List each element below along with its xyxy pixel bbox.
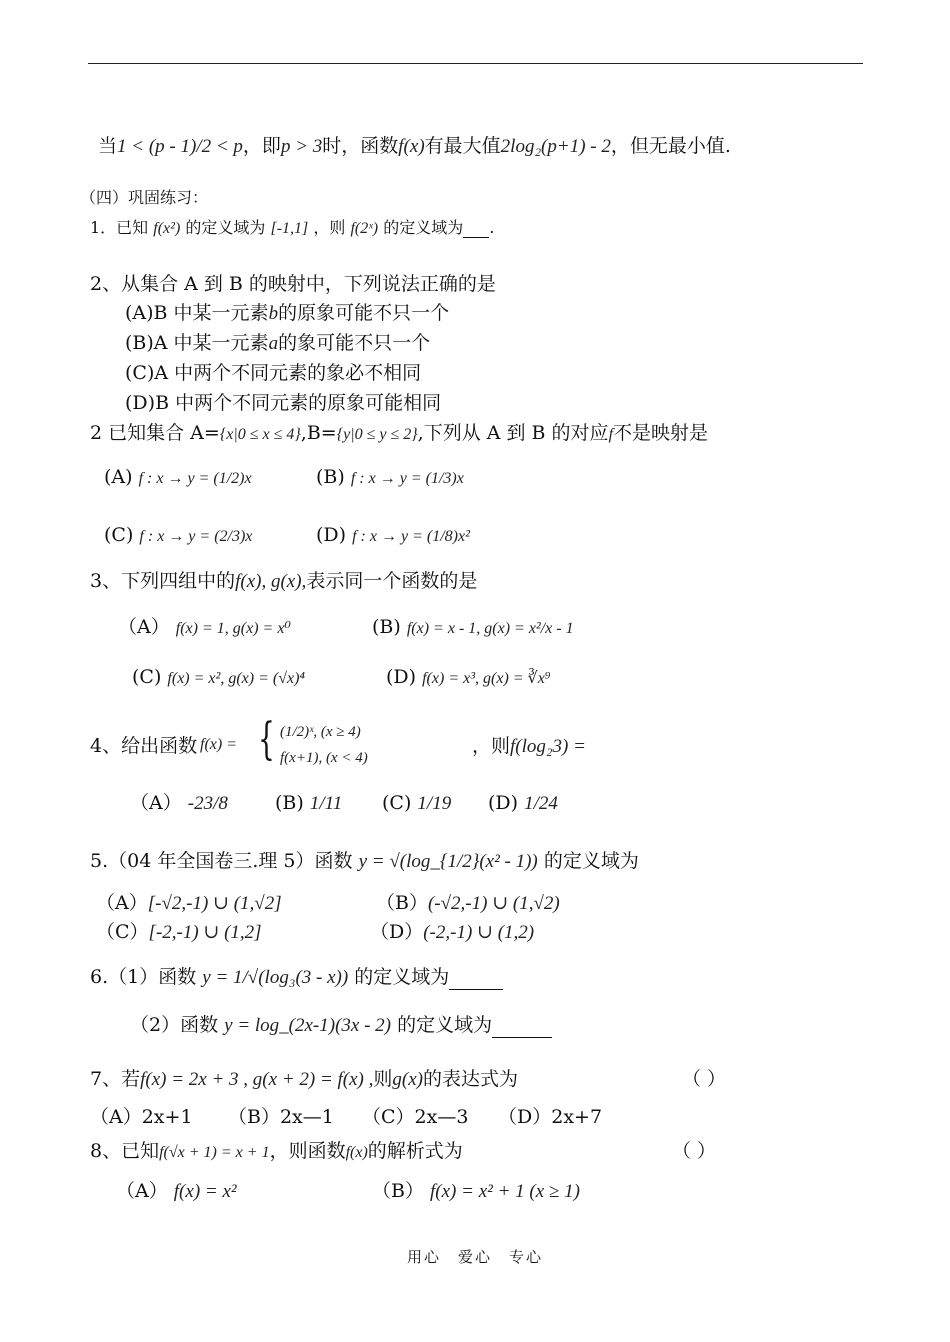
question-3 [90, 570, 477, 594]
intro-mid2: 时，函数 [322, 135, 399, 157]
question-7 [90, 1068, 518, 1092]
q5-option-c [96, 921, 262, 945]
q6-part2-answer-blank[interactable] [492, 1019, 552, 1038]
q2-option-a-label: (A) [125, 302, 154, 324]
intro-prefix: 当 [98, 135, 118, 157]
q8-answer-paren[interactable]: （ ） [672, 1140, 717, 1162]
q2-option-b-label: (B) [125, 332, 154, 354]
q8-option-b-math: f(x) = x² + 1 (x ≥ 1) [430, 1181, 580, 1202]
q8-option-b-label: （B） [372, 1180, 424, 1202]
q6-part1-prefix: 6.（1）函数 [90, 966, 197, 988]
q5-option-c-math: [-2,-1) ∪ (1,2] [148, 922, 262, 943]
q6-part1-answer-blank[interactable] [449, 971, 503, 990]
q2-option-a-tail: 的原象可能不只一个 [278, 302, 450, 324]
q2b-option-a [104, 466, 252, 489]
q3-option-a-label: （A） [118, 616, 170, 638]
q1-mid2: ，则 [313, 218, 346, 237]
q2-option-d [125, 392, 441, 415]
q8-mid: ，则函数 [269, 1140, 346, 1162]
q4-option-b [275, 792, 342, 816]
question-2b [90, 422, 708, 445]
q2b-f: f [608, 426, 614, 443]
q7-answer-paren[interactable]: （ ） [682, 1068, 727, 1090]
q2b-option-c-math: f : x → y = (2/3)x [139, 528, 253, 545]
q7-math: f(x) = 2x + 3 , g(x + 2) = f(x) , [140, 1069, 374, 1090]
q5-prefix: 5.（04 年全国卷三.理 5）函数 [90, 850, 353, 872]
q4-func-label: f(x) = [200, 736, 237, 753]
intro-condition2-math: p > 3 [280, 136, 323, 157]
q3-option-b-label: (B) [372, 616, 401, 638]
q4-option-b-math: 1/11 [309, 793, 343, 814]
q8-option-a-math: f(x) = x² [173, 1181, 237, 1202]
q8-fx: f(x) [345, 1144, 368, 1161]
q3-option-b-math: f(x) = x - 1, g(x) = x²/x - 1 [406, 620, 574, 637]
q4-brace: { [258, 714, 275, 765]
q6-part2-suffix: 的定义域为 [397, 1014, 493, 1036]
q5-suffix: 的定义域为 [543, 850, 639, 872]
q4-option-c-math: 1/19 [417, 793, 452, 814]
q2-option-a [125, 302, 449, 326]
q8-prefix: 8、已知 [90, 1140, 160, 1162]
q7-option-d: （D）2x+7 [498, 1106, 603, 1128]
q4-piece-1: (1/2)ˣ, (x ≥ 4) [280, 724, 361, 740]
q4-option-b-label: (B) [275, 792, 304, 814]
q4-option-c-label: (C) [382, 792, 412, 814]
q4-prefix: 4、给出函数 [90, 735, 198, 757]
q2-option-c-text: A 中两个不同元素的象必不相同 [154, 362, 422, 384]
q2b-end: 不是映射是 [613, 422, 709, 444]
q1-mid: 的定义域为 [185, 218, 266, 237]
q2b-set-b-math: {y|0 ≤ y ≤ 2} [336, 426, 418, 443]
q8-suffix: 的解析式为 [367, 1140, 463, 1162]
q8-option-a [116, 1180, 237, 1204]
question-5 [90, 850, 639, 874]
q2-option-d-label: (D) [125, 392, 156, 414]
q2-option-b [125, 332, 430, 356]
q5-option-c-label: （C） [96, 921, 149, 943]
intro-func-math: f(x) [398, 136, 425, 157]
q7-mid: 则 [373, 1068, 393, 1090]
q8-math: f(√x + 1) = x + 1 [159, 1144, 270, 1161]
intro-condition-math: 1 < (p - 1)/2 < p [117, 136, 243, 157]
q5-option-a-label: （A） [96, 892, 148, 914]
q3-option-a [118, 616, 291, 639]
q6-part1-math: y = 1/√(log₃(3 - x)) [202, 967, 349, 988]
q2b-option-a-math: f : x → y = (1/2)x [138, 470, 252, 487]
q7-suffix: 的表达式为 [423, 1068, 519, 1090]
q2-option-c [125, 362, 421, 385]
q2-option-b-tail: 的象可能不只一个 [278, 332, 431, 354]
q6-part2-prefix: （2）函数 [130, 1014, 219, 1036]
q5-option-b [376, 892, 560, 916]
q2b-option-c [104, 524, 252, 547]
q4-mid: ，则 [472, 735, 511, 757]
q3-option-a-math: f(x) = 1, g(x) = x⁰ [175, 620, 291, 637]
q3-option-c-label: (C) [132, 666, 162, 688]
q5-option-b-label: （B） [376, 892, 428, 914]
question-8 [90, 1140, 463, 1163]
q2b-option-b-label: (B) [316, 466, 345, 488]
q1-interval-math: [-1,1] [270, 220, 309, 237]
header-rule [88, 63, 863, 64]
q2-option-a-text: B 中某一元素 [153, 302, 269, 324]
q1-end: . [489, 218, 495, 237]
q4-piece-2: f(x+1), (x < 4) [280, 750, 368, 766]
intro-mid: ，即 [242, 135, 281, 157]
q6-part-1 [90, 966, 503, 990]
q2b-prefix: 2 已知集合 A= [90, 422, 220, 444]
q3-option-d [386, 666, 550, 689]
q2b-option-b-math: f : x → y = (1/3)x [350, 470, 464, 487]
q3-option-c [132, 666, 305, 689]
q3-option-d-math: f(x) = x³, g(x) = ∛x⁹ [422, 670, 551, 687]
q2b-option-a-label: (A) [104, 466, 133, 488]
q4-option-a-math: -23/8 [187, 793, 228, 814]
q5-option-b-math: (-√2,-1) ∪ (1,√2) [427, 893, 560, 914]
q3-math: f(x), g(x), [235, 571, 307, 592]
q4-option-a-label: （A） [130, 792, 182, 814]
q2-option-c-label: (C) [125, 362, 155, 384]
q2b-suffix: ,下列从 A 到 B 的对应 [417, 422, 609, 444]
intro-line [98, 135, 731, 159]
q5-option-d-label: （D） [370, 921, 424, 943]
q2b-option-d-label: (D) [316, 524, 347, 546]
q4-option-a [130, 792, 228, 816]
q7-g: g(x) [392, 1069, 423, 1090]
q2b-option-c-label: (C) [104, 524, 134, 546]
q4-option-d-label: (D) [488, 792, 519, 814]
q3-option-c-math: f(x) = x², g(x) = (√x)⁴ [167, 670, 305, 687]
q4-option-c [382, 792, 451, 816]
q1-f1-math: f(x²) [153, 220, 181, 237]
q4-ask-math: f(log₂3) = [510, 736, 586, 757]
q7-option-b: （B）2x—1 [228, 1106, 334, 1128]
q5-option-a-math: [-√2,-1) ∪ (1,√2] [147, 893, 282, 914]
q1-suffix: 的定义域为 [383, 218, 464, 237]
intro-suffix: ，但无最小值. [610, 135, 731, 157]
q3-suffix: 表示同一个函数的是 [306, 570, 478, 592]
page-footer: 用心 爱心 专心 [406, 1248, 543, 1266]
q5-option-d-math: (-2,-1) ∪ (1,2) [423, 922, 535, 943]
q2-option-d-text: B 中两个不同元素的原象可能相同 [155, 392, 442, 414]
q3-option-d-label: (D) [386, 666, 417, 688]
q7-prefix: 7、若 [90, 1068, 141, 1090]
q2b-option-d-math: f : x → y = (1/8)x² [352, 528, 470, 545]
q6-part1-suffix: 的定义域为 [354, 966, 450, 988]
q8-option-b [372, 1180, 580, 1204]
q6-part-2 [130, 1014, 552, 1038]
q8-option-a-label: （A） [116, 1180, 168, 1202]
q5-option-d [370, 921, 534, 945]
q4-option-d-math: 1/24 [524, 793, 558, 814]
q7-option-a: （A）2x+1 [90, 1106, 193, 1128]
question-2-stem: 2、从集合 A 到 B 的映射中，下列说法正确的是 [90, 273, 496, 295]
q2b-set-a-math: {x|0 ≤ x ≤ 4} [219, 426, 301, 443]
q3-option-b [372, 616, 574, 639]
q1-answer-blank[interactable] [463, 219, 489, 238]
q2-option-b-var: a [268, 333, 279, 354]
q1-prefix: 1．已知 [90, 218, 149, 237]
section-title: （四）巩固练习： [80, 188, 209, 207]
question-1 [90, 218, 494, 238]
q2b-option-b [316, 466, 464, 489]
q4-option-d [488, 792, 558, 816]
q6-part2-math: y = log_(2x-1)(3x - 2) [224, 1015, 392, 1036]
q1-f2-math: f(2ˣ) [350, 220, 379, 237]
q4-ask [472, 735, 586, 759]
q2-option-a-var: b [268, 303, 279, 324]
q2b-mid: ,B= [300, 422, 337, 444]
q7-option-c: （C）2x—3 [362, 1106, 469, 1128]
q5-option-a [96, 892, 282, 916]
q3-prefix: 3、下列四组中的 [90, 570, 236, 592]
intro-mid3: 有最大值 [424, 135, 501, 157]
q2b-option-d [316, 524, 470, 547]
intro-max-math: 2log₂(p+1) - 2 [500, 136, 611, 157]
q2-option-b-text: A 中某一元素 [153, 332, 269, 354]
q5-math: y = √(log_{1/2}(x² - 1)) [358, 851, 538, 872]
